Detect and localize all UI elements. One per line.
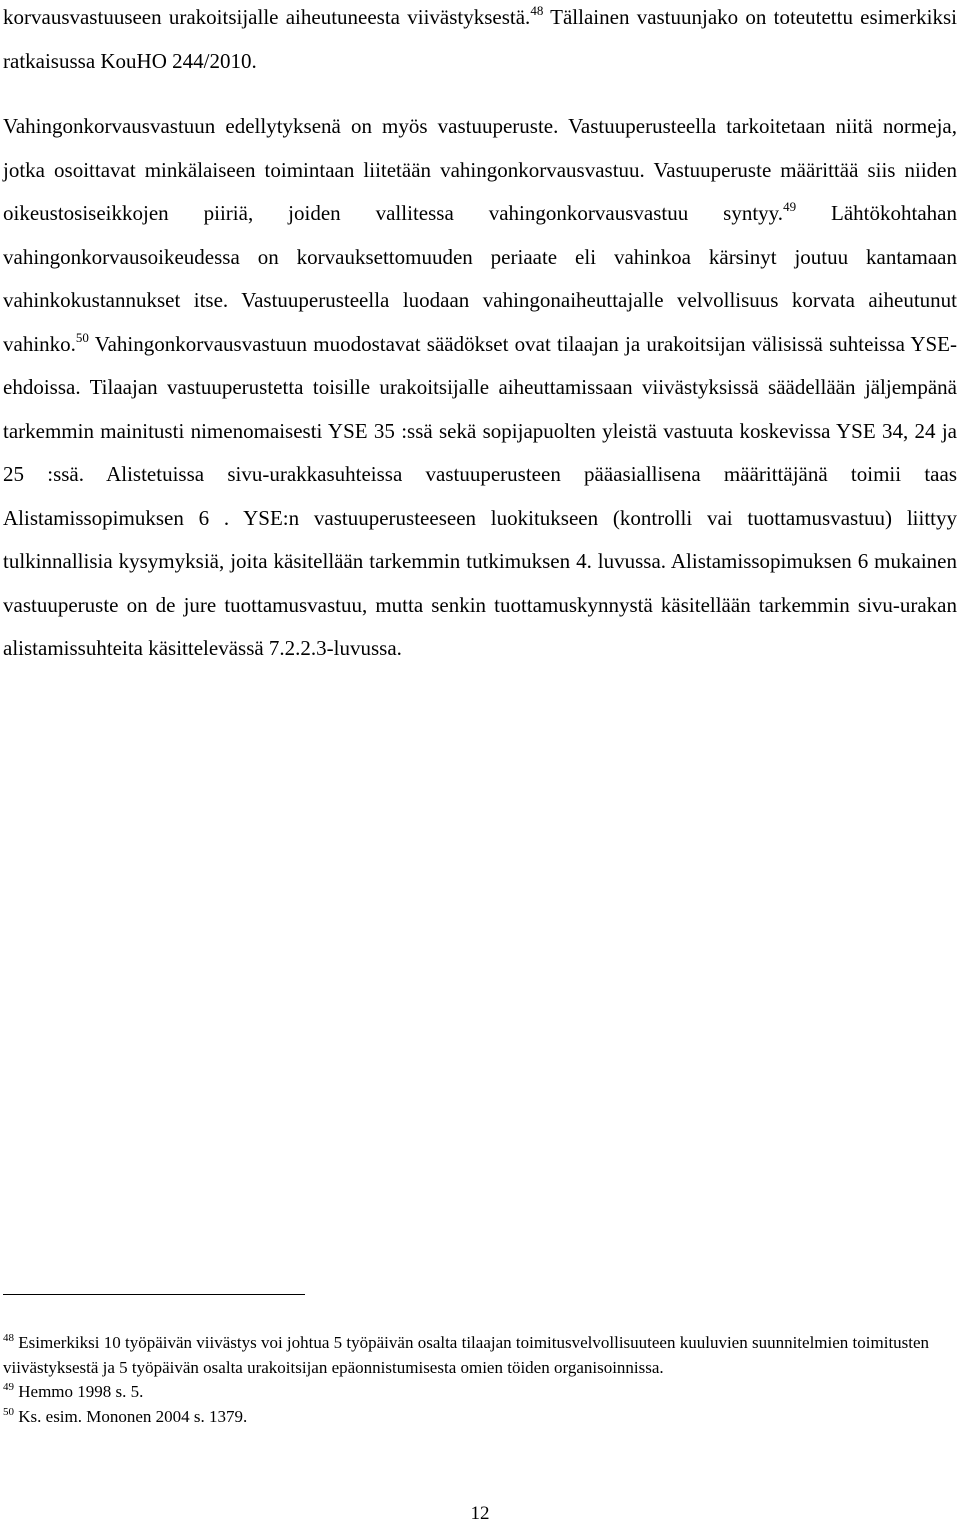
footnotes: [3, 1331, 957, 1429]
footnote-number: 50: [3, 1405, 14, 1418]
footnote-49: [3, 1380, 957, 1405]
footnote-48: [3, 1331, 957, 1380]
paragraph-1: [3, 0, 957, 83]
footnote-number: 49: [3, 1381, 14, 1393]
paragraph-1-text-b: Tällainen vastuunjako on toteutettu esimerkiksi ratkaisussa KouHO 244/2010.: [3, 5, 957, 73]
footnote-text: Hemmo 1998 s. 5.: [14, 1382, 144, 1401]
footnote-50: [3, 1405, 957, 1430]
page-number: 12: [470, 1503, 490, 1524]
paragraph-2-text-c: Vahingonkorvausvastuun muodostavat säädökset ovat tilaajan ja urakoitsijan välisissä suhteissa YSE-ehdoissa. Tilaajan vastuuperustetta toisille urakoitsijalle aiheuttamissaan viivästyksissä säädellään jäljempänä tarkemmin mainitusti nimenomaisesti YSE 35 :ssä sekä sopijapuolten yleistä vastuuta koskevissa YSE 34, 24 ja 25 :ssä. Alistetuissa sivu-urakkasuhteissa vastuuperusteen pääasiallisena määrittäjänä toimii taas Alistamissopimuksen 6 . YSE:n vastuuperusteeseen luokitukseen (kontrolli vai tuottamusvastuu) liittyy tulkinnallisia kysymyksiä, joita käsitellään tarkemmin tutkimuksen 4. luvussa. Alistamissopimuksen 6 mukainen vastuuperuste on de jure tuottamusvastuu, mutta senkin tuottamuskynnystä käsitellään tarkemmin sivu-urakan alistamissuhteita käsittelevässä 7.2.2.3-luvussa.: [3, 331, 957, 660]
paragraph-2-text-b: Lähtökohtahan vahingonkorvausoikeudessa on korvauksettomuuden periaate eli vahinkoa kärsinyt joutuu kantamaan vahinkokustannukset itse. Vastuuperusteella luodaan vahingonaiheuttajalle velvollisuus korvata aiheutunut vahinko.: [3, 201, 957, 356]
footnote-text: Esimerkiksi 10 työpäivän viivästys voi johtua 5 työpäivän osalta tilaajan toimitusvelvollisuuteen kuuluvien suunnitelmien toimitusten viivästyksestä ja 5 työpäivän osalta urakoitsijan epäonnistumisesta omien töiden organisoinnissa.: [3, 1333, 930, 1377]
footnote-separator: [3, 1294, 305, 1295]
footnote-ref-49[interactable]: 49: [783, 199, 797, 214]
paragraph-2: [3, 105, 957, 671]
paragraph-1-text-a: korvausvastuuseen urakoitsijalle aiheutuneesta viivästyksestä.: [3, 5, 531, 29]
footnote-ref-50[interactable]: 50: [75, 329, 89, 345]
footnote-ref-48[interactable]: 48: [530, 3, 544, 18]
paragraph-2-text-a: Vahingonkorvausvastuun edellytyksenä on myös vastuuperuste. Vastuuperusteella tarkoitetaan niitä normeja, jotka osoittavat minkälaiseen toimintaan liitetään vahingonkorvausvastuu. Vastuuperuste määrittää siis niiden oikeustosiseikkojen piiriä, joiden vallitessa vahingonkorvausvastuu syntyy.: [3, 114, 957, 225]
footnote-number: 48: [3, 1332, 14, 1344]
footnote-text: Ks. esim. Mononen 2004 s. 1379.: [14, 1406, 248, 1426]
